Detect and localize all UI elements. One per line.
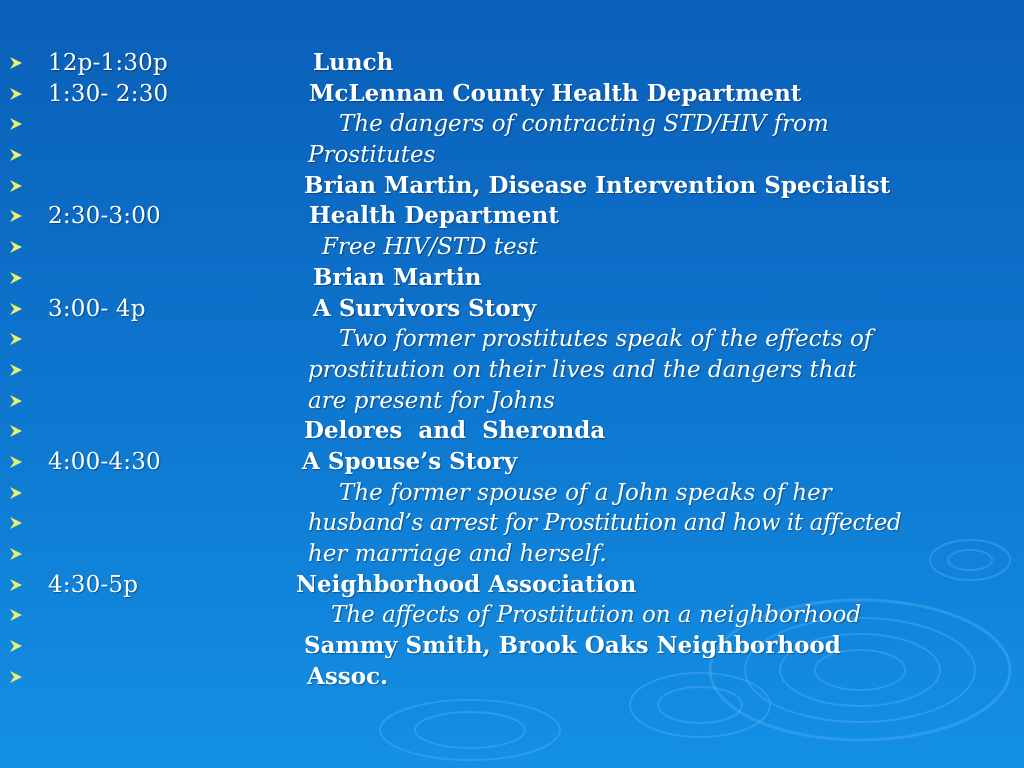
session-speaker: Delores and Sheronda [304,417,606,445]
session-description: Free HIV/STD test [322,234,538,261]
arrow-bullet-icon [10,517,22,529]
session-description: her marriage and herself. [308,541,607,567]
agenda-list [0,48,1024,692]
session-description: prostitution on their lives and the dangers that [308,356,857,383]
arrow-bullet-icon [10,456,22,468]
arrow-bullet-icon [10,425,22,437]
time-slot: 2:30-3:00 [48,203,161,230]
agenda-row [0,600,1024,631]
arrow-bullet-icon [10,180,22,192]
arrow-bullet-icon [10,364,22,376]
session-title: Neighborhood Association [296,570,637,598]
time-slot: 12p-1:30p [48,50,168,76]
arrow-bullet-icon [10,303,22,315]
agenda-row [0,508,1024,539]
session-title: A Spouse’s Story [302,447,518,475]
agenda-row [0,232,1024,263]
session-title: Lunch [313,49,394,76]
agenda-row [0,263,1024,294]
agenda-row [0,171,1024,202]
agenda-row [0,324,1024,355]
session-title: McLennan County Health Department [309,79,802,107]
session-description: Prostitutes [308,142,436,169]
arrow-bullet-icon [10,210,22,222]
agenda-row [0,447,1024,478]
agenda-row [0,478,1024,509]
agenda-row [0,48,1024,79]
arrow-bullet-icon [10,640,22,652]
session-speaker: Assoc. [307,662,389,690]
arrow-bullet-icon [10,149,22,161]
agenda-row [0,294,1024,325]
time-slot: 1:30- 2:30 [48,80,169,107]
arrow-bullet-icon [10,88,22,100]
agenda-row [0,386,1024,417]
agenda-row [0,416,1024,447]
agenda-row [0,539,1024,570]
arrow-bullet-icon [10,671,22,683]
time-slot: 4:00-4:30 [48,448,161,475]
arrow-bullet-icon [10,57,22,69]
agenda-row [0,140,1024,171]
session-title: A Survivors Story [313,294,537,322]
session-description: The former spouse of a John speaks of her [339,479,832,506]
arrow-bullet-icon [10,395,22,407]
agenda-row [0,109,1024,140]
arrow-bullet-icon [10,272,22,284]
agenda-row [0,662,1024,693]
session-description: Two former prostitutes speak of the effects of [339,326,873,353]
session-speaker: Sammy Smith, Brook Oaks Neighborhood [304,632,841,660]
time-slot: 4:30-5p [48,571,139,598]
session-speaker: Brian Martin, Disease Intervention Specialist [304,171,891,199]
arrow-bullet-icon [10,487,22,499]
arrow-bullet-icon [10,548,22,560]
arrow-bullet-icon [10,118,22,130]
session-title: Health Department [309,202,559,230]
arrow-bullet-icon [10,241,22,253]
session-description: are present for Johns [308,387,555,414]
agenda-row [0,355,1024,386]
agenda-row [0,631,1024,662]
agenda-row [0,79,1024,110]
arrow-bullet-icon [10,609,22,621]
arrow-bullet-icon [10,579,22,591]
session-description: husband’s arrest for Prostitution and how it affected [308,510,902,537]
time-slot: 3:00- 4p [48,295,146,322]
arrow-bullet-icon [10,333,22,345]
agenda-row [0,570,1024,601]
agenda-row [0,201,1024,232]
session-description: The dangers of contracting STD/HIV from [339,111,829,138]
session-description: The affects of Prostitution on a neighborhood [331,602,862,629]
session-speaker: Brian Martin [313,263,482,291]
